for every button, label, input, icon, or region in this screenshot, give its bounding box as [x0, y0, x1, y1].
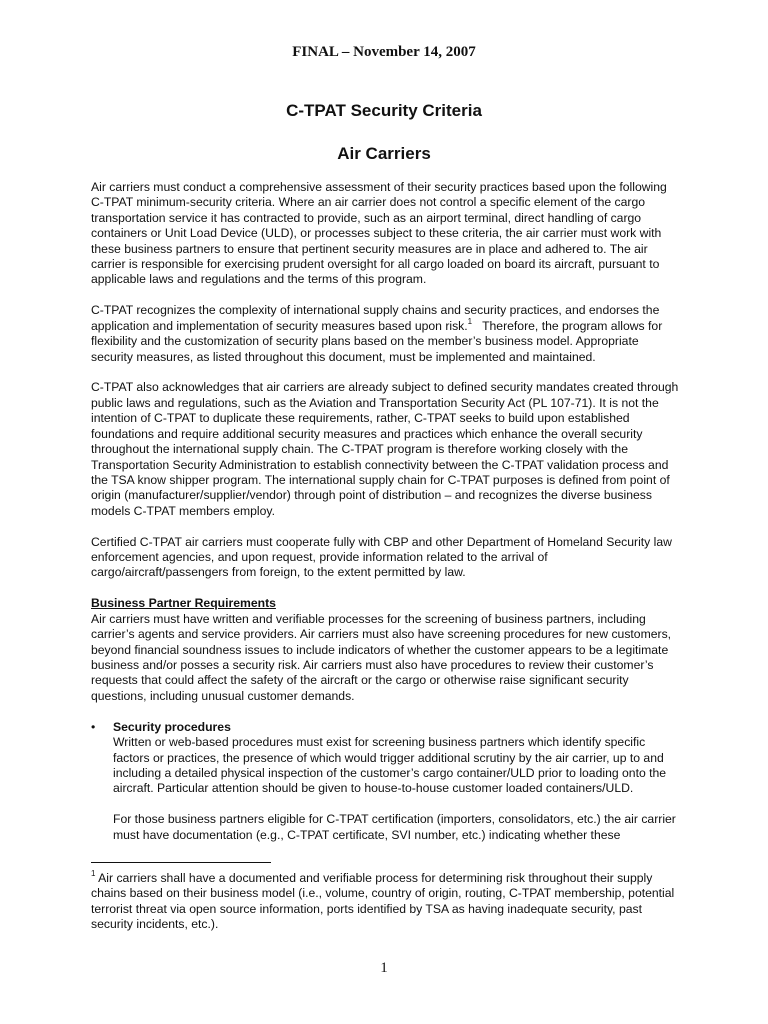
- document-title: C-TPAT Security Criteria: [286, 101, 482, 120]
- footnote-text: Air carriers shall have a documented and verifiable process for determining risk throughout their supply chains based on their business model (i.e., volume, country of origin, routing, C-TPAT membership, potential terrorist threat via open source information, ports identified by TSA as having inadequate security, past security incidents, etc.).: [91, 871, 675, 932]
- paragraph-risk-rest: Therefore, the program allows for flexibility and the customization of security plans based on the member’s business model. Appropriate security measures, as listed throughout this document, must be implemented and maintained.: [91, 318, 663, 364]
- bullet-text-2: For those business partners eligible for C-TPAT certification (importers, consolidators, etc.) the air carrier must have documentation (e.g., C-TPAT certificate, SVI number, etc.) indicating whether these: [113, 812, 676, 842]
- bullet-text-1: Written or web-based procedures must exist for screening business partners which identify specific factors or practices, the presence of which would trigger additional scrutiny by the air carrier, up to and including a detailed physical inspection of the customer’s cargo container/ULD prior to loading onto the aircraft. Particular attention should be given to house-to-house customer loaded containers/ULD.: [113, 735, 667, 796]
- footnote-divider: [91, 862, 271, 863]
- paragraph-mandates: C-TPAT also acknowledges that air carriers are already subject to defined security mandates created through public laws and regulations, such as the Aviation and Transportation Security Act (PL 107-71). It is not the intention of C-TPAT to duplicate these requirements, rather, C-TPAT seeks to build upon established foundations and require additional security measures and practices which enhance the overall security throughout the international supply chain. The C-TPAT program is therefore working closely with the Transportation Security Administration to establish connectivity between the C-TPAT validation process and the TSA know shipper program. The international supply chain for C-TPAT purposes is defined from point of origin (manufacturer/supplier/vendor) through point of distribution – and recognizes the diverse business models C-TPAT members employ.: [91, 380, 679, 518]
- document-body: [91, 180, 681, 843]
- page-number: 1: [380, 960, 388, 976]
- bullet-icon: •: [91, 719, 96, 734]
- footnote-reference: 1: [467, 316, 473, 326]
- footnote: [91, 871, 681, 933]
- bullet-item: [91, 720, 681, 843]
- footnote-number: 1: [91, 869, 96, 878]
- document-subtitle: Air Carriers: [337, 144, 431, 163]
- section-text: Air carriers must have written and verifiable processes for the screening of business partners, including carrier’s agents and service providers. Air carriers must also have screening procedures for new customers, beyond financial soundness issues to include indicators of whether the customer appears to be a legitimate business and/or posses a security risk. Air carriers must also have procedures to review their customer’s requests that could affect the safety of the aircraft or the cargo or otherwise raise significant security questions, including unusual customer demands.: [91, 611, 672, 703]
- document-header: FINAL – November 14, 2007: [292, 44, 476, 60]
- paragraph-risk-lead: C-TPAT recognizes the complexity of international supply chains and security practices, and endorses the application and implementation of security measures based upon risk.: [91, 303, 660, 333]
- paragraph-cooperation: Certified C-TPAT air carriers must cooperate fully with CBP and other Department of Homeland Security law enforcement agencies, and upon request, provide information related to the arrival of cargo/aircraft/passengers from foreign, to the extent permitted by law.: [91, 534, 672, 580]
- paragraph-intro: Air carriers must conduct a comprehensive assessment of their security practices based upon the following C-TPAT minimum-security criteria. Where an air carrier does not control a specific element of the cargo transportation service it has contracted to provide, such as an airport terminal, direct handling of cargo containers or Unit Load Device (ULD), or processes subject to these criteria, the air carrier must work with these business partners to ensure that pertinent security measures are in place and adhered to. The air carrier is responsible for exercising prudent oversight for all cargo loaded on board its aircraft, pursuant to applicable laws and regulations and the terms of this program.: [91, 180, 667, 287]
- bullet-heading: Security procedures: [113, 719, 231, 734]
- paragraph-risk: [91, 303, 681, 365]
- section-heading: Business Partner Requirements: [91, 596, 276, 611]
